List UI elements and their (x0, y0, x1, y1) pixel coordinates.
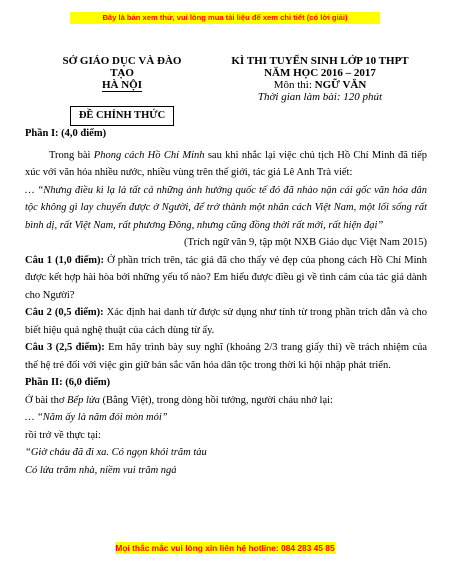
exam-title: KÌ THI TUYỂN SINH LỚP 10 THPT (231, 55, 409, 67)
department-city: HÀ NỘI (101, 79, 143, 91)
question-1: Câu 1 (1,0 điểm): Ở phần trích trên, tác giả đã cho thấy vẻ đẹp của phong cách Hồ Chí Minh được kết hợp hài hòa bởi những yếu tố nào? Em hiểu được điều gì về tình cảm của tác giả dành cho Người? (25, 254, 428, 301)
work-title: Phong cách Hồ Chí Minh (93, 149, 205, 161)
part1-intro: Trong bài Phong cách Hồ Chí Minh sau khi nhắc lại việc chủ tịch Hồ Chí Minh đã tiếp xúc với văn hóa nhiều nước, nhiều vùng trên thế giới, tác giả Lê Anh Trà viết: (25, 149, 427, 178)
exam-duration: Thời gian làm bài: 120 phút (257, 91, 383, 103)
question-3-label: Câu 3 (2,5 điểm): (25, 342, 105, 353)
verse-line-1: “Giờ cháu đã đi xa. Có ngọn khói trăm tàu (25, 447, 207, 458)
subject-prefix: Môn thi: (273, 79, 315, 91)
question-3: Câu 3 (2,5 điểm): Em hãy trình bày suy nghĩ (khoảng 2/3 trang giấy thi) về trách nhiệm của thế hệ trẻ đối với việc gìn giữ bản sắc văn hóa dân tộc trong thời kì hội nhập phát triển. (25, 342, 427, 371)
exam-header (225, 55, 415, 103)
preview-banner: Đây là bản xem thử, vui lòng mua tài liệu để xem chi tiết (có lời giải) (70, 12, 380, 24)
department-header (52, 55, 192, 126)
poem-title: Bếp lửa (67, 394, 100, 406)
part1-title: Phần I: (4,0 điểm) (25, 128, 107, 139)
department-name: SỞ GIÁO DỤC VÀ ĐÀO TẠO (62, 55, 182, 79)
part2-transition: rồi trở về thực tại: (25, 429, 101, 441)
part2-title: Phần II: (6,0 điểm) (25, 377, 111, 388)
subject-name: NGỮ VĂN (314, 79, 367, 91)
part2-quote: … “Năm ấy là năm đói mòn mỏi” (25, 412, 168, 423)
quote-source: (Trích ngữ văn 9, tập một NXB Giáo dục Việt Nam 2015) (183, 237, 427, 248)
question-2-label: Câu 2 (0,5 điểm): (25, 307, 104, 318)
exam-content (25, 125, 427, 479)
school-year: NĂM HỌC 2016 – 2017 (264, 67, 376, 79)
official-exam-badge: ĐỀ CHÍNH THỨC (70, 106, 174, 126)
verse-line-2: Có lửa trăm nhà, niềm vui trăm ngả (25, 464, 177, 476)
question-1-label: Câu 1 (1,0 điểm): (25, 254, 105, 266)
exam-subject (225, 79, 415, 91)
part2-intro: Ở bài thơ Bếp lửa (Bằng Việt), trong dòng hồi tưởng, người cháu nhớ lại: (25, 394, 333, 406)
part1-quote: … “Nhưng điều kì lạ là tất cả những ảnh hưởng quốc tế đó đã nhào nặn cái gốc văn hóa dân tộc không gì lay chuyển được ở Người, để trở thành một nhân cách Việt Nam, một lối sống rất bình dị, rất Việt Nam, rất phương Đông, nhưng cũng đồng thời rất mới, rất hiện đại” (25, 184, 427, 231)
question-2: Câu 2 (0,5 điểm): Xác định hai danh từ được sử dụng như tính từ trong phần trích dẫn và cho biết hiệu quả nghệ thuật của cách dùng từ ấy. (25, 307, 428, 336)
hotline-banner: Mọi thắc mắc vui lòng xin liên hệ hotline: 084 283 45 85 (115, 543, 335, 553)
